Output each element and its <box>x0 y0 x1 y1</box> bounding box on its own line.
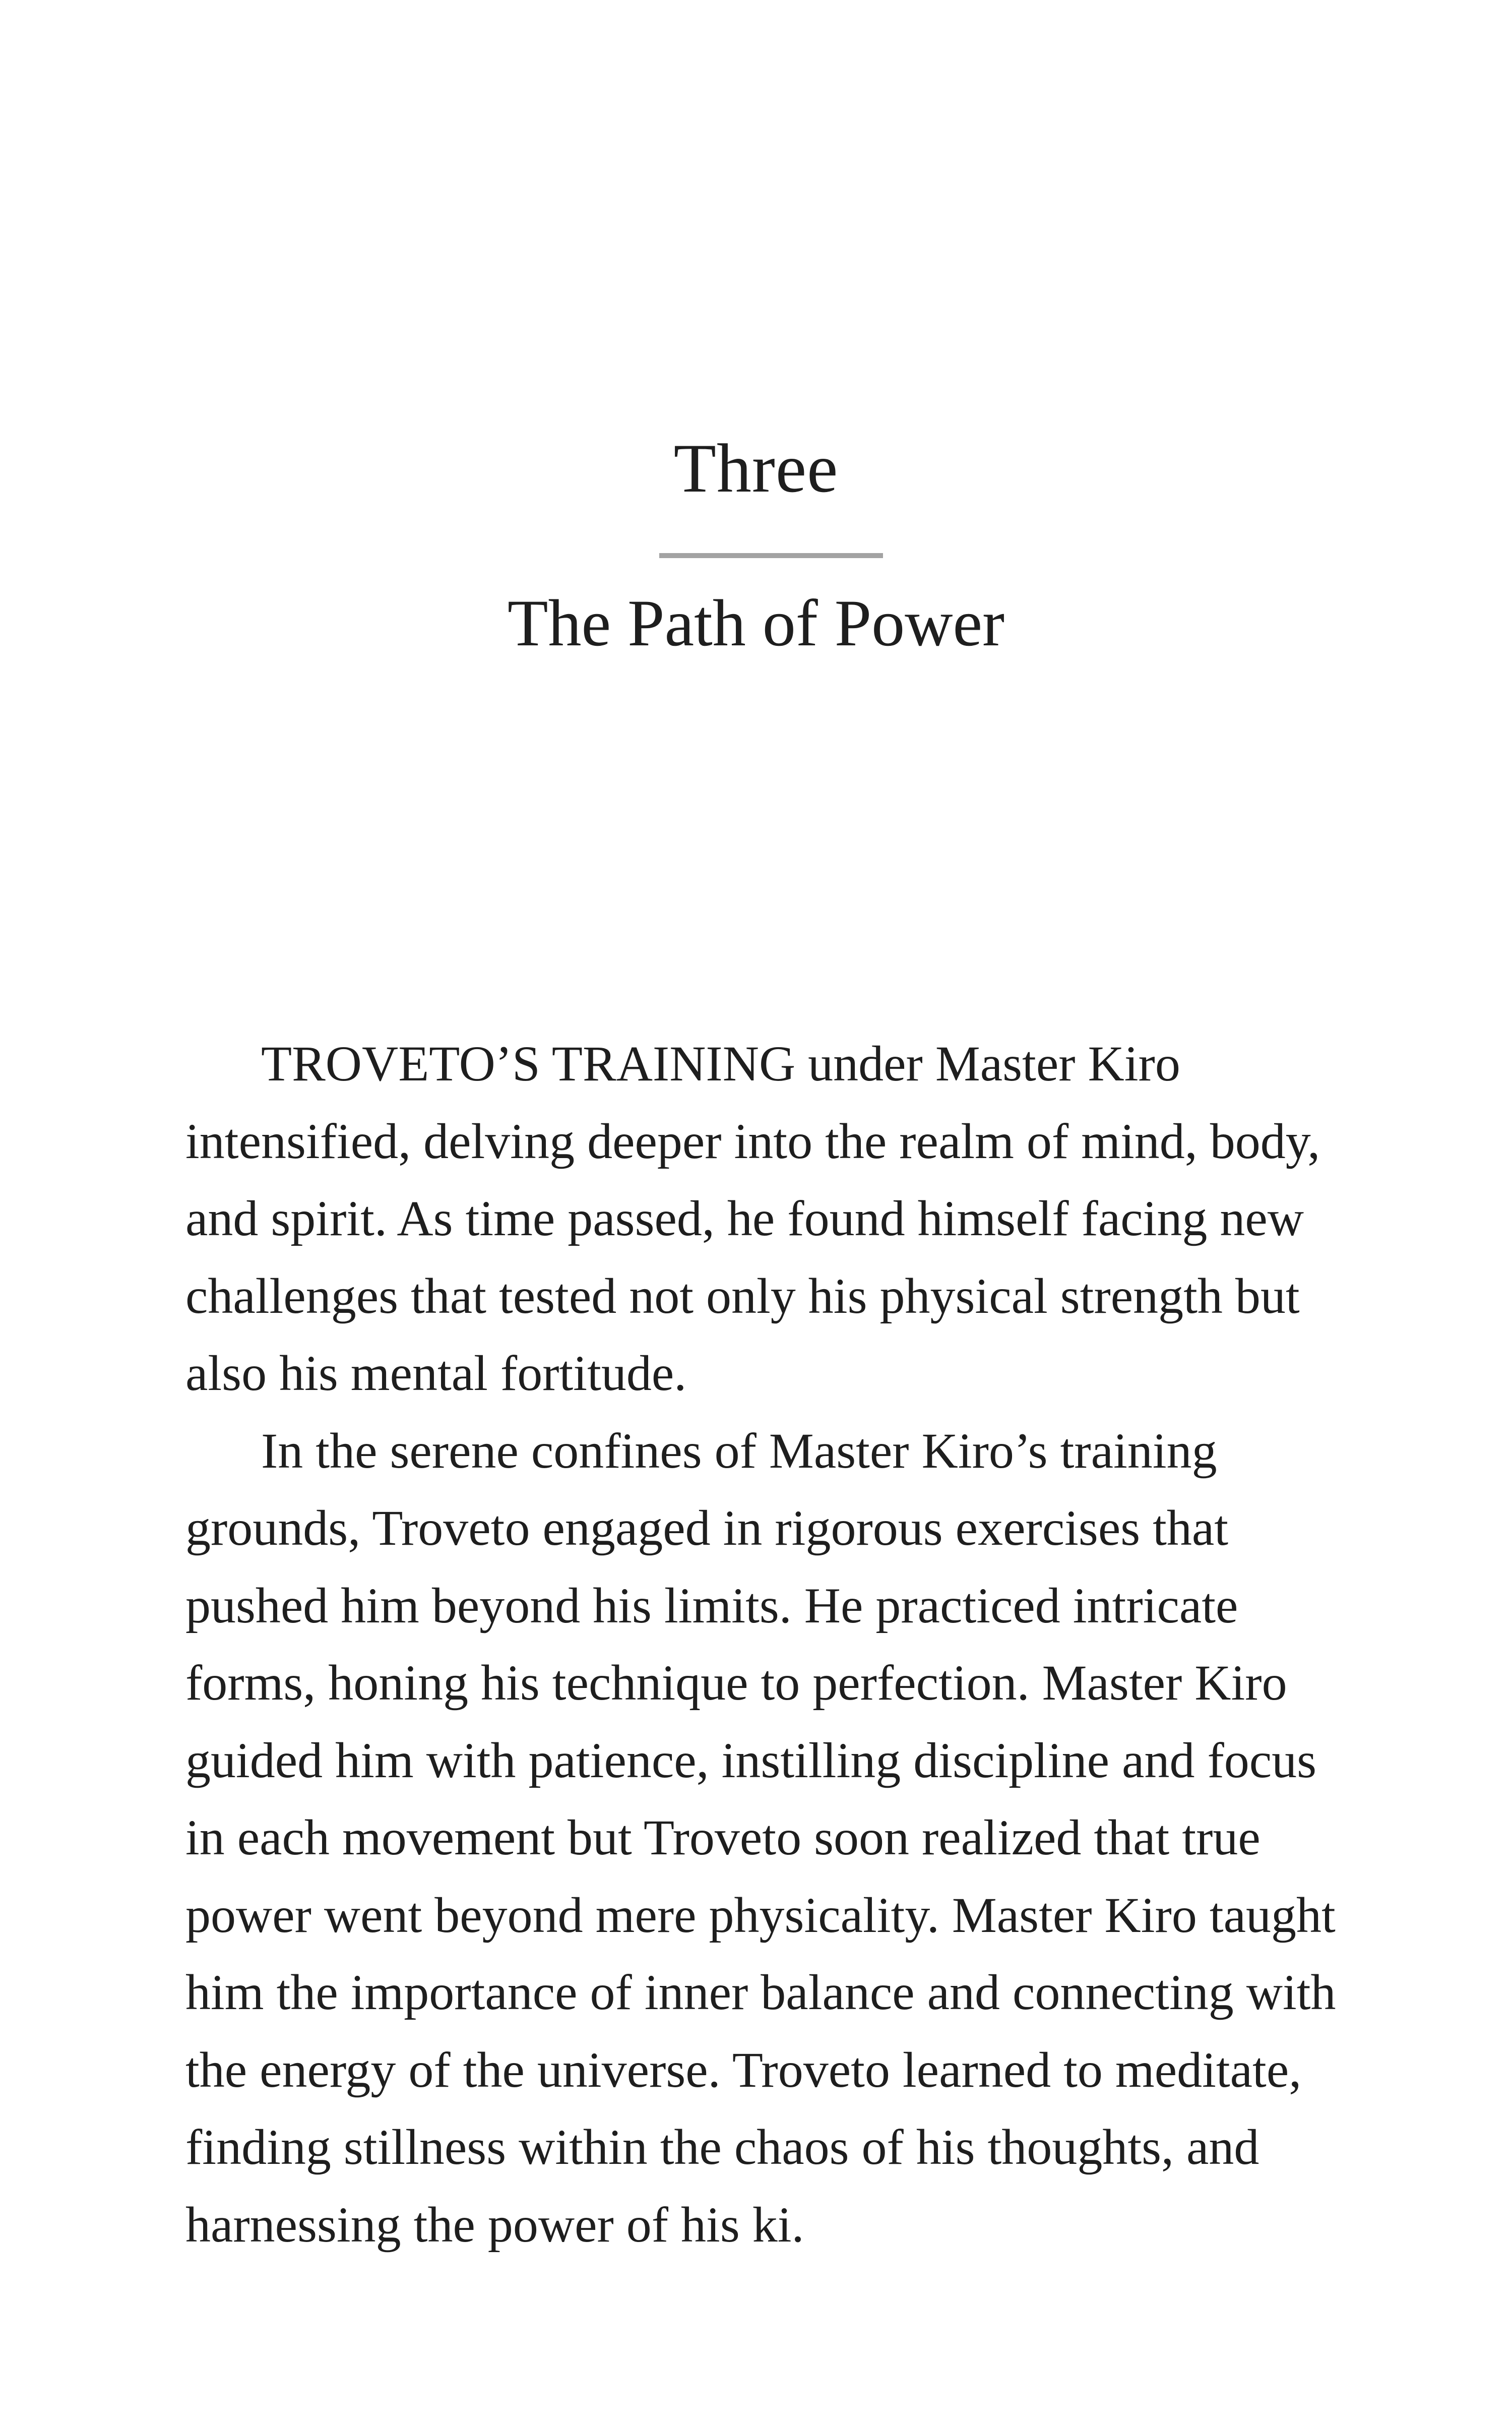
text-line: grounds, Troveto engaged in rigorous exercises that <box>185 1500 1229 1556</box>
paragraph-2 <box>185 1412 1355 2264</box>
text-line: intensified, delving deeper into the realm of mind, body, <box>185 1113 1320 1169</box>
text-line: forms, honing his technique to perfection. Master Kiro <box>185 1655 1287 1711</box>
text-line: power went beyond mere physicality. Master Kiro taught <box>185 1887 1336 1943</box>
text-line: guided him with patience, instilling discipline and focus <box>185 1732 1317 1788</box>
chapter-title: The Path of Power <box>507 586 1005 660</box>
text-line: and spirit. As time passed, he found himself facing new <box>185 1190 1304 1246</box>
text-line: pushed him beyond his limits. He practiced intricate <box>185 1577 1238 1634</box>
chapter-divider <box>659 553 883 558</box>
text-line: also his mental fortitude. <box>185 1345 687 1401</box>
text-line: challenges that tested not only his physical strength but <box>185 1267 1300 1324</box>
text-line: finding stillness within the chaos of his thoughts, and <box>185 2119 1259 2175</box>
text-line: the energy of the universe. Troveto learned to meditate, <box>185 2041 1302 2098</box>
text-line: In the serene confines of Master Kiro’s training <box>261 1422 1217 1479</box>
chapter-number: Three <box>673 430 839 507</box>
text-line: TROVETO’S TRAINING under Master Kiro <box>261 1036 1180 1092</box>
paragraph-1 <box>185 1025 1355 1412</box>
text-line: in each movement but Troveto soon realized that true <box>185 1809 1261 1865</box>
text-line: him the importance of inner balance and connecting with <box>185 1964 1336 2020</box>
chapter-body <box>185 1025 1355 2263</box>
text-line: harnessing the power of his ki. <box>185 2196 804 2253</box>
